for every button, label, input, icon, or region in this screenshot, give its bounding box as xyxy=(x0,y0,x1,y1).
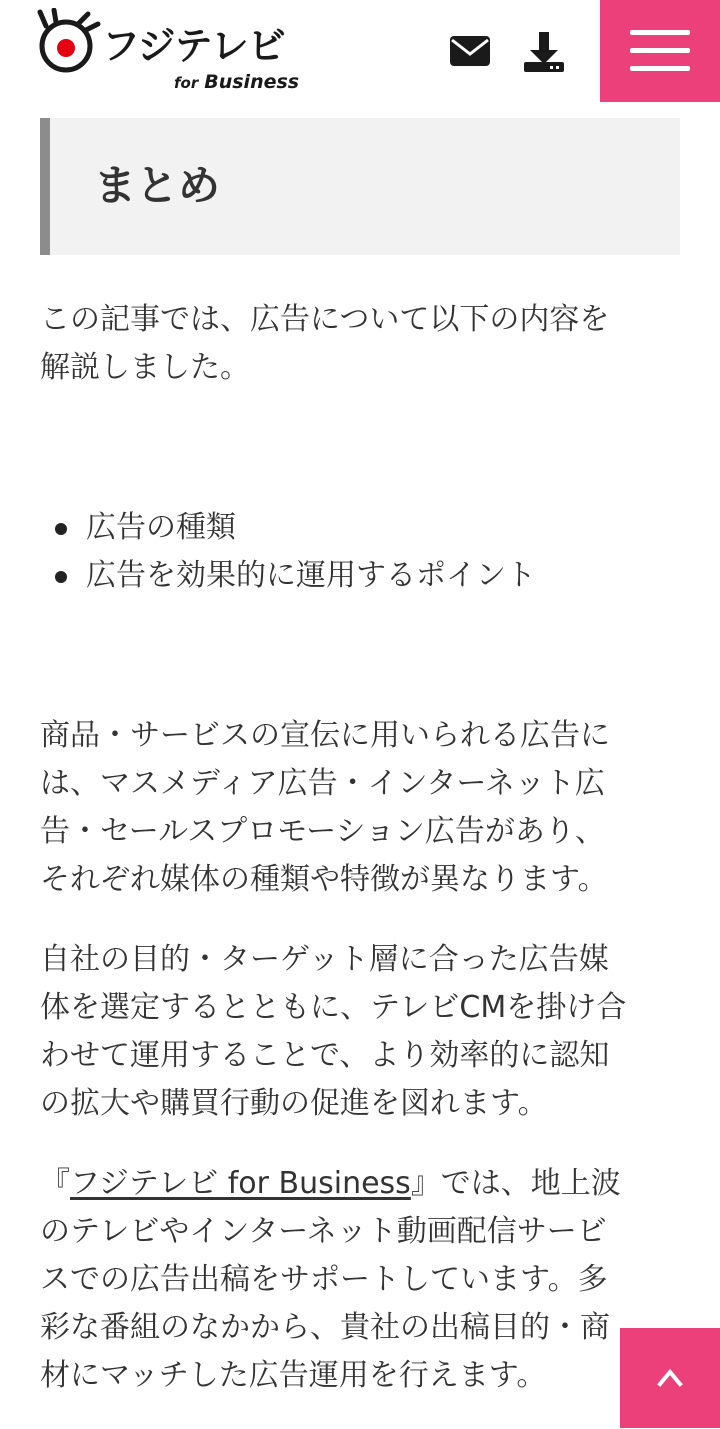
intro-line: この記事では、広告について以下の内容を xyxy=(40,302,610,337)
hamburger-menu-icon xyxy=(630,30,690,35)
paragraph-line: それぞれ媒体の種類や特徴が異なります。 xyxy=(40,862,608,897)
download-icon xyxy=(520,28,568,76)
after-link-text: 』では、地上波 xyxy=(410,1166,621,1201)
bullet-icon xyxy=(55,523,67,535)
section-heading: まとめ xyxy=(94,161,221,210)
intro-line: 解説しました。 xyxy=(40,350,250,385)
summary-paragraph-3 xyxy=(40,1160,680,1400)
intro-paragraph xyxy=(40,296,680,392)
bullet-icon xyxy=(55,571,67,583)
paragraph-line xyxy=(40,1160,680,1208)
list-item-label: 広告の種類 xyxy=(86,510,236,545)
hamburger-bar xyxy=(630,66,690,71)
paragraph-line: 彩な番組のなかから、貴社の出稿目的・商 xyxy=(40,1310,610,1345)
paragraph-line: 材にマッチした広告運用を行えます。 xyxy=(40,1358,547,1393)
hamburger-menu-button[interactable] xyxy=(600,0,720,102)
back-to-top-button[interactable] xyxy=(620,1328,720,1428)
paragraph-line: のテレビやインターネット動画配信サービ xyxy=(40,1214,607,1249)
chevron-up-icon xyxy=(656,1366,684,1390)
paragraph-line: の拡大や購買行動の促進を図れます。 xyxy=(40,1086,548,1121)
logo-sub-for: for xyxy=(174,74,199,92)
logo-subtitle xyxy=(174,70,299,95)
paragraph-line: 告・セールスプロモーション広告があり、 xyxy=(40,814,605,849)
summary-list xyxy=(40,504,680,600)
open-bracket: 『 xyxy=(40,1166,70,1201)
paragraph-line: 体を選定するとともに、テレビCMを掛け合 xyxy=(40,990,627,1025)
fuji-eye-logo-icon xyxy=(36,8,102,74)
contact-mail-button[interactable] xyxy=(446,30,494,72)
list-item-label: 広告を効果的に運用するポイント xyxy=(86,558,536,593)
summary-paragraph-2 xyxy=(40,936,680,1128)
site-header xyxy=(0,0,720,102)
paragraph-line: 商品・サービスの宣伝に用いられる広告に xyxy=(40,718,610,753)
list-item xyxy=(40,552,680,600)
paragraph-line: は、マスメディア広告・インターネット広 xyxy=(40,766,605,801)
mail-icon xyxy=(446,30,494,72)
hamburger-bar xyxy=(630,48,690,53)
site-logo[interactable] xyxy=(36,8,308,96)
paragraph-line: 自社の目的・ターゲット層に合った広告媒 xyxy=(40,942,609,977)
fujitv-business-link[interactable]: フジテレビ for Business xyxy=(70,1166,411,1201)
logo-wordmark: フジテレビ xyxy=(102,24,285,68)
summary-paragraph-1 xyxy=(40,712,680,904)
logo-sub-business: Business xyxy=(204,71,300,93)
paragraph-line: スでの広告出稿をサポートしています。多 xyxy=(40,1262,608,1297)
section-heading-box xyxy=(40,118,680,255)
download-button[interactable] xyxy=(520,28,568,76)
paragraph-line: わせて運用することで、より効率的に認知 xyxy=(40,1038,610,1073)
list-item xyxy=(40,504,680,552)
